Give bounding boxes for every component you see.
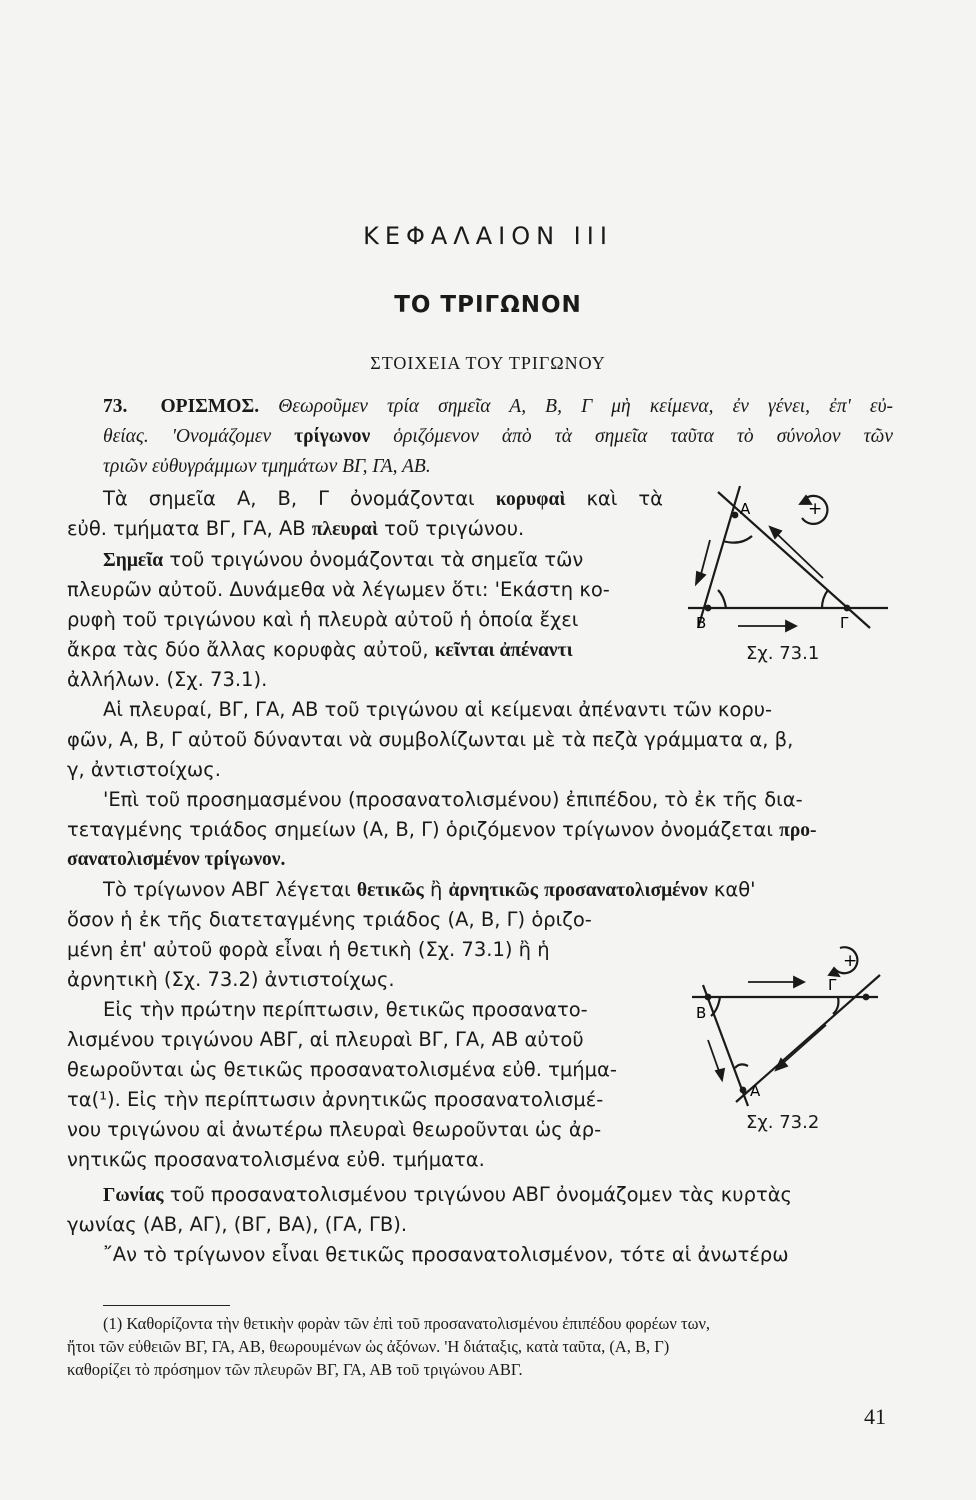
term-sides: πλευραὶ <box>311 519 378 540</box>
posneg-line3: μένη ἐπ' αὐτοῦ φορὰ εἶναι ἡ θετικὴ (Σχ. 73.1) ἢ ἡ <box>67 938 550 961</box>
cases-line4: τα(¹). Εἰς τὴν περίπτωσιν ἀρνητικῶς προσανατολισμέ- <box>67 1088 604 1111</box>
vertices-text2c: τοῦ τριγώνου. <box>384 517 525 540</box>
arrow-ga <box>782 1025 826 1064</box>
label-a: Α <box>750 1082 761 1100</box>
term-angles: Γωνίας <box>103 1185 164 1206</box>
para73-line3: τριῶν εὐθυγράμμων τμημάτων ΒΓ, ΓΑ, ΑΒ. <box>103 456 431 477</box>
para73-line1 <box>103 396 893 418</box>
para73-line2 <box>103 426 893 448</box>
cases-line3: θεωροῦνται ὡς θετικῶς προσανατολισμένα εὐθ. τμήμα- <box>67 1058 617 1081</box>
cases-line2: λισμένου τριγώνου ΑΒΓ, αἱ πλευραὶ ΒΓ, ΓΑ, ΑΒ αὐτοῦ <box>67 1028 584 1051</box>
angles-line2: γωνίας (ΑΒ, ΑΓ), (ΒΓ, ΒΑ), (ΓΑ, ΓΒ). <box>67 1213 408 1236</box>
vertex-a <box>732 512 739 519</box>
footnote-rule <box>103 1305 230 1306</box>
para73-number: 73. <box>103 396 128 417</box>
oriented-line2 <box>67 819 817 842</box>
term-opposite: κεῖνται ἀπέναντι <box>434 640 573 661</box>
arrow-ga <box>776 533 823 578</box>
para73-text2a: θείας. 'Ονομάζομεν <box>103 426 272 447</box>
arrow-ab <box>708 1040 720 1074</box>
arrowhead-bg <box>794 977 804 987</box>
label-sign: + <box>843 951 858 971</box>
angles-line3: ῎Αν τὸ τρίγωνον εἶναι θετικῶς προσανατολισμένον, τότε αἱ ἀνωτέρω <box>103 1243 789 1266</box>
arrowhead-orientation <box>829 968 839 976</box>
footnote-line3: καθορίζει τὸ πρόσημον τῶν πλευρῶν ΒΓ, ΓΑ, ΑΒ τοῦ τριγώνου ΑΒΓ. <box>67 1360 523 1379</box>
vertex-b <box>705 605 712 612</box>
footnote-line1: (1) Καθορίζοντα τὴν θετικὴν φορὰν τῶν ἐπὶ τοῦ προσανατολισμένου ἐπιπέδου φορέων των, <box>103 1314 711 1333</box>
term-oriented-b: προσανατολισμένον <box>544 880 708 901</box>
label-b: Β <box>696 1004 707 1022</box>
points-text4a: ἄκρα τὰς δύο ἄλλας κορυφὰς αὐτοῦ, <box>67 638 429 661</box>
oriented-text2a: τεταγμένης τριάδος σημείων (Α, Β, Γ) ὁριζόμενον τρίγωνον ὀνομάζεται <box>67 818 773 841</box>
points-text1b: τοῦ τριγώνου ὀνομάζονται τὰ σημεῖα τῶν <box>169 548 584 571</box>
arrowhead-ab <box>716 1069 724 1080</box>
posneg-text1a: Τὸ τρίγωνον ΑΒΓ λέγεται <box>103 878 351 901</box>
para73-heading: ΟΡΙΣΜΟΣ. <box>160 396 260 417</box>
label-g: Γ <box>828 976 837 994</box>
vertices-text1a: Τὰ σημεῖα Α, Β, Γ ὀνομάζονται <box>103 487 475 510</box>
vertices-text1c: καὶ τὰ <box>586 487 664 510</box>
points-line1 <box>103 549 583 572</box>
page-title: ΤΟ ΤΡΙΓΩΝΟΝ <box>394 292 582 318</box>
angle-arc-g <box>822 590 828 608</box>
label-b: Β <box>696 614 707 632</box>
label-sign: + <box>808 499 823 519</box>
sides-line1: Αἱ πλευραί, ΒΓ, ΓΑ, ΑΒ τοῦ τριγώνου αἱ κείμεναι ἀπέναντι τῶν κορυ- <box>103 698 773 721</box>
oriented-line3: σανατολισμένον τρίγωνον. <box>67 849 286 870</box>
term-triangle: τρίγωνον <box>294 426 371 447</box>
cases-line6: νητικῶς προσανατολισμένα εὐθ. τμήματα. <box>67 1148 485 1171</box>
angle-arc-a <box>723 536 752 543</box>
points-line4 <box>67 639 573 662</box>
vertex-g <box>863 994 870 1001</box>
points-line5: ἀλλήλων. (Σχ. 73.1). <box>67 668 268 691</box>
cases-line5: νου τριγώνου αἱ ἀνωτέρω πλευραὶ θεωροῦνται ὡς ἀρ- <box>67 1118 602 1141</box>
arrowhead-ab <box>696 572 705 584</box>
term-negatively: ἀρνητικῶς <box>448 880 538 901</box>
points-line3: ρυφὴ τοῦ τριγώνου καὶ ἡ πλευρὰ αὐτοῦ ἡ ὁποία ἔχει <box>67 608 579 631</box>
angle-arc-b <box>711 997 720 1016</box>
figure-73-1-caption: Σχ. 73.1 <box>746 643 820 664</box>
footnote-line2: ἤτοι τῶν εὐθειῶν ΒΓ, ΓΑ, ΑΒ, θεωρουμένων ὡς ἀξόνων. 'Η διάταξις, κατὰ ταῦτα, (Α, Β, Γ) <box>67 1337 670 1356</box>
posneg-text1c: ἢ <box>429 878 443 901</box>
term-vertices: κορυφαὶ <box>495 489 566 510</box>
sides-line3: γ, ἀντιστοίχως. <box>67 758 221 781</box>
para73-text2c: ὁριζόμενον ἀπὸ τὰ σημεῖα ταῦτα τὸ σύνολον τῶν <box>393 426 894 447</box>
page-number: 41 <box>864 1404 886 1429</box>
sides-line2: φῶν, Α, Β, Γ αὐτοῦ δύνανται νὰ συμβολίζωνται μὲ τὰ πεζὰ γράμματα α, β, <box>67 728 794 751</box>
angles-text1b: τοῦ προσανατολισμένου τριγώνου ΑΒΓ ὀνομάζομεν τὰς κυρτὰς <box>169 1183 793 1206</box>
label-g: Γ <box>840 614 849 632</box>
posneg-text1f: καθ' <box>713 878 756 901</box>
posneg-line2: ὅσον ἡ ἐκ τῆς διατεταγμένης τριάδος (Α, Β, Γ) ὁριζο- <box>67 908 592 931</box>
vertex-g <box>844 605 851 612</box>
vertices-text2a: εὐθ. τμήματα ΒΓ, ΓΑ, ΑΒ <box>67 517 306 540</box>
angle-arc-b <box>718 590 726 608</box>
angle-arc-a <box>735 1064 748 1068</box>
figure-73-2-caption: Σχ. 73.2 <box>746 1112 820 1133</box>
term-oriented-a: προ- <box>779 820 817 841</box>
para73-text1: Θεωροῦμεν τρία σημεῖα Α, Β, Γ μὴ κείμενα, ἐν γένει, ἐπ' εὐ- <box>278 396 894 417</box>
label-a: Α <box>740 500 751 518</box>
points-line2: πλευρῶν αὐτοῦ. Δυνάμεθα νὰ λέγωμεν ὅτι: 'Εκάστη κο- <box>67 578 610 601</box>
cases-line1: Εἰς τὴν πρώτην περίπτωσιν, θετικῶς προσανατο- <box>103 998 588 1021</box>
vertex-b <box>705 994 712 1001</box>
arrowhead-bg <box>786 621 796 631</box>
oriented-line1: 'Επὶ τοῦ προσημασμένου (προσανατολισμένου) ἐπιπέδου, τὸ ἐκ τῆς δια- <box>103 788 803 811</box>
term-points: Σημεῖα <box>103 550 164 571</box>
chapter-heading: ΚΕΦΑΛΑΙΟΝ ΙΙΙ <box>363 222 613 250</box>
posneg-line4: ἀρνητικὴ (Σχ. 73.2) ἀντιστοίχως. <box>67 968 395 991</box>
angles-line1 <box>103 1184 792 1207</box>
vertices-line2 <box>67 518 524 541</box>
vertices-line1 <box>103 488 663 511</box>
posneg-line1 <box>103 879 756 902</box>
term-positively: θετικῶς <box>356 880 424 901</box>
figure-73-2 <box>688 940 888 1110</box>
section-heading: ΣΤΟΙΧΕΙΑ ΤΟΥ ΤΡΙΓΩΝΟΥ <box>370 353 606 373</box>
vertex-a <box>740 1087 747 1094</box>
arrow-ab <box>700 540 710 578</box>
